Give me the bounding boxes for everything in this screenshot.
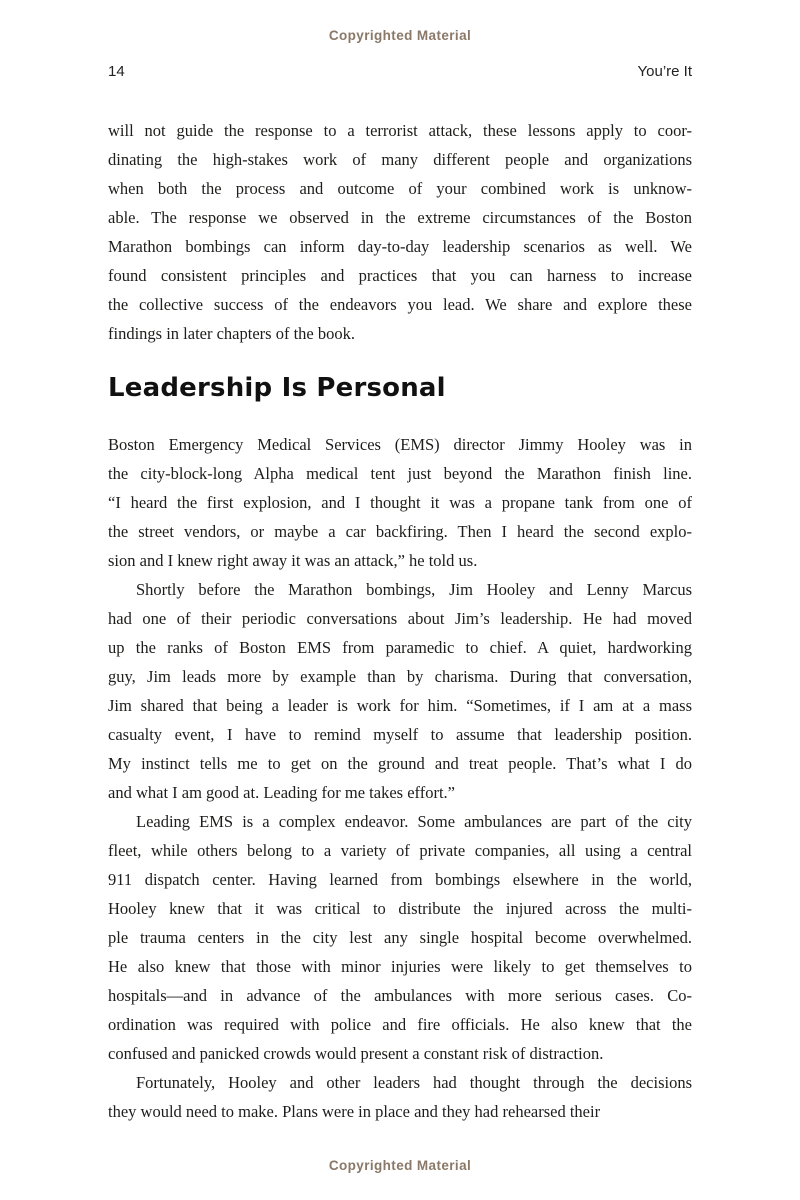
running-title: You’re It	[637, 63, 692, 80]
copyright-notice-top: Copyrighted Material	[328, 28, 472, 43]
text-line: “I heard the first explosion, and I thought it was a propane tank from one of	[108, 493, 692, 512]
text-line: when both the process and outcome of your combined work is unknow-	[108, 179, 692, 198]
copyright-notice-bottom: Copyrighted Material	[328, 1158, 472, 1173]
body-paragraph	[108, 807, 692, 1068]
text-line: Hooley knew that it was critical to distribute the injured across the multi-	[108, 899, 692, 918]
section-heading: Leadership Is Personal	[108, 373, 446, 403]
text-line: will not guide the response to a terrorist attack, these lessons apply to coor-	[108, 121, 692, 140]
text-line: My instinct tells me to get on the ground and treat people. That’s what I do	[108, 754, 692, 773]
text-line: 911 dispatch center. Having learned from bombings elsewhere in the world,	[108, 870, 692, 889]
text-line: Shortly before the Marathon bombings, Jim Hooley and Lenny Marcus	[136, 580, 692, 599]
text-line: ordination was required with police and fire officials. He also knew that the	[108, 1015, 692, 1034]
text-line: the collective success of the endeavors you lead. We share and explore these	[108, 295, 692, 314]
text-line: Jim shared that being a leader is work for him. “Sometimes, if I am at a mass	[108, 696, 692, 715]
text-line: found consistent principles and practices that you can harness to increase	[108, 266, 692, 285]
page-body	[108, 116, 692, 1126]
text-line: sion and I knew right away it was an attack,” he told us.	[108, 551, 478, 570]
running-header	[108, 63, 692, 80]
body-paragraph	[108, 575, 692, 807]
text-line: fleet, while others belong to a variety of private companies, all using a central	[108, 841, 692, 860]
text-line: the street vendors, or maybe a car backfiring. Then I heard the second explo-	[108, 522, 692, 541]
text-line: hospitals—and in advance of the ambulances with more serious cases. Co-	[108, 986, 692, 1005]
text-line: Marathon bombings can inform day-to-day leadership scenarios as well. We	[108, 237, 692, 256]
body-paragraph	[108, 430, 692, 575]
text-line: able. The response we observed in the extreme circumstances of the Boston	[108, 208, 692, 227]
text-line: Leading EMS is a complex endeavor. Some ambulances are part of the city	[136, 812, 692, 831]
text-line: and what I am good at. Leading for me takes effort.”	[108, 783, 455, 802]
text-line: findings in later chapters of the book.	[108, 324, 355, 343]
text-line: they would need to make. Plans were in place and they had rehearsed their	[108, 1102, 601, 1121]
text-line: ple trauma centers in the city lest any single hospital become overwhelmed.	[108, 928, 692, 947]
text-line: the city-block-long Alpha medical tent just beyond the Marathon finish line.	[108, 464, 692, 483]
text-line: Fortunately, Hooley and other leaders had thought through the decisions	[136, 1073, 692, 1092]
body-paragraph	[108, 116, 692, 348]
text-line: Boston Emergency Medical Services (EMS) director Jimmy Hooley was in	[108, 435, 692, 454]
text-line: up the ranks of Boston EMS from paramedic to chief. A quiet, hardworking	[108, 638, 692, 657]
body-paragraph	[108, 1068, 692, 1126]
text-line: guy, Jim leads more by example than by charisma. During that conversation,	[108, 667, 692, 686]
text-line: casualty event, I have to remind myself to assume that leadership position.	[108, 725, 692, 744]
page-number: 14	[108, 63, 125, 80]
text-line: had one of their periodic conversations about Jim’s leadership. He had moved	[108, 609, 692, 628]
text-line: He also knew that those with minor injuries were likely to get themselves to	[108, 957, 692, 976]
text-line: dinating the high-stakes work of many different people and organizations	[108, 150, 692, 169]
text-line: confused and panicked crowds would present a constant risk of distraction.	[108, 1044, 604, 1063]
